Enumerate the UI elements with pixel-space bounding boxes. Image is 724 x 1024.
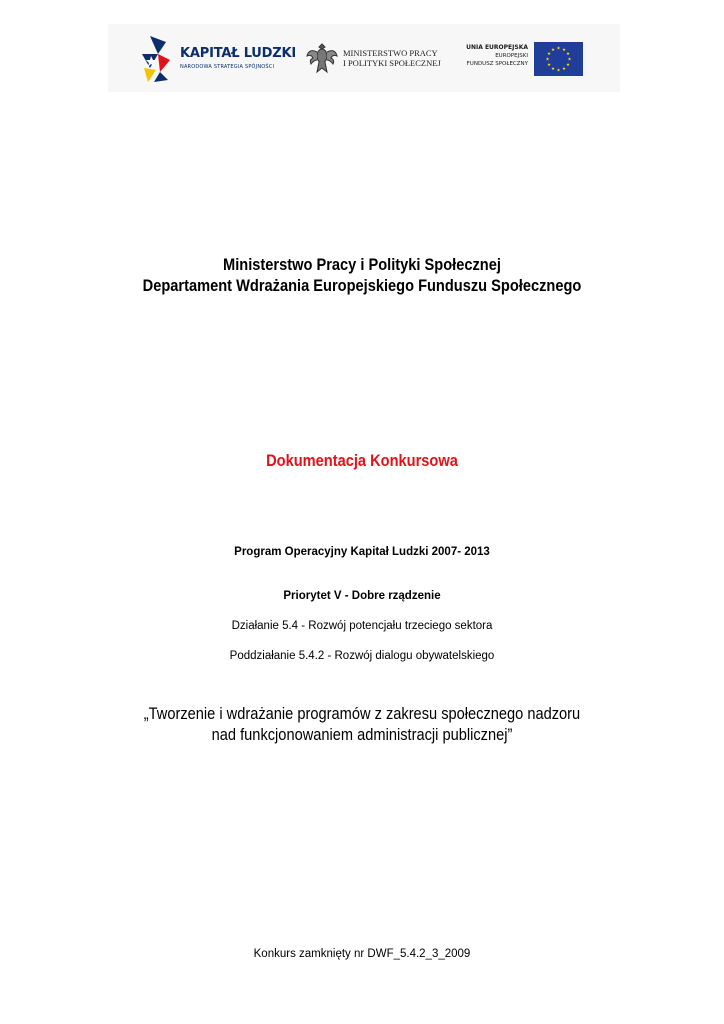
kapital-ludzki-emblem-icon xyxy=(140,34,176,84)
ministry-heading: Ministerstwo Pracy i Polityki Społecznej xyxy=(223,255,501,274)
eu-star-icon: ★ xyxy=(556,67,561,73)
eu-star-icon: ★ xyxy=(565,62,571,67)
project-title-line2: nad funkcjonowaniem administracji publicznej” xyxy=(211,725,513,744)
eu-star-icon: ★ xyxy=(546,51,552,56)
eu-text-line1: UNIA EUROPEJSKA xyxy=(466,44,528,51)
eu-text-line3: FUNDUSZ SPOŁECZNY xyxy=(466,61,528,67)
eu-star-icon: ★ xyxy=(556,45,561,51)
ministry-logo xyxy=(305,40,455,80)
document-title: Dokumentacja Konkursowa xyxy=(266,451,458,470)
eu-star-icon: ★ xyxy=(546,62,552,67)
priority-name: Priorytet V - Dobre rządzenie xyxy=(283,590,441,602)
ministry-text xyxy=(343,48,441,68)
eu-star-icon: ★ xyxy=(550,66,556,71)
ministry-text-line1: MINISTERSTWO PRACY xyxy=(343,48,438,58)
kapital-ludzki-subtitle: NARODOWA STRATEGIA SPÓJNOŚCI xyxy=(180,64,275,70)
project-title-line1: „Tworzenie i wdrażanie programów z zakresu społecznego nadzoru xyxy=(143,704,581,723)
eu-flag-icon xyxy=(534,42,583,76)
eu-stars-icon xyxy=(534,42,583,76)
department-heading: Departament Wdrażania Europejskiego Funduszu Społecznego xyxy=(142,276,582,295)
polish-eagle-icon xyxy=(305,40,339,78)
eu-star-icon: ★ xyxy=(561,66,567,71)
contest-number: Konkurs zamknięty nr DWF_5.4.2_3_2009 xyxy=(253,948,471,960)
eu-star-icon: ★ xyxy=(565,51,571,56)
eu-text xyxy=(460,44,528,68)
eu-star-icon: ★ xyxy=(567,56,572,62)
kapital-ludzki-logo xyxy=(140,34,296,84)
kapital-ludzki-title: KAPITAŁ LUDZKI xyxy=(180,46,296,61)
program-name: Program Operacyjny Kapitał Ludzki 2007- 2013 xyxy=(234,546,490,558)
eu-logo xyxy=(460,42,590,78)
eu-star-icon: ★ xyxy=(550,47,556,52)
eu-star-icon: ★ xyxy=(545,56,550,62)
subaction-name: Poddziałanie 5.4.2 - Rozwój dialogu obywatelskiego xyxy=(229,650,495,662)
eu-star-icon: ★ xyxy=(561,47,567,52)
eu-text-line2: EUROPEJSKI xyxy=(495,53,528,59)
ministry-text-line2: I POLITYKI SPOŁECZNEJ xyxy=(343,58,441,68)
action-name: Działanie 5.4 - Rozwój potencjału trzeciego sektora xyxy=(231,620,493,632)
